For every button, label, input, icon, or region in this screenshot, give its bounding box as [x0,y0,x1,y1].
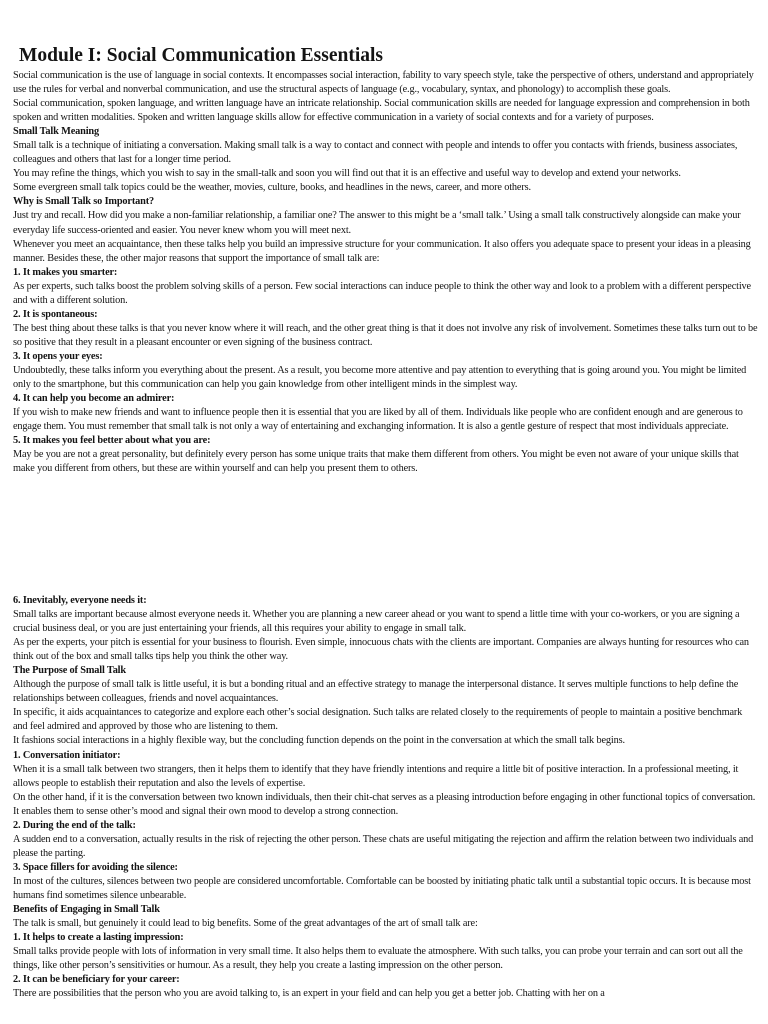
paragraph: In specific, it aids acquaintances to categorize and explore each other’s social designation. Such talks are related closely to the requirements of people to maintain a positive benchmark and feel admired and approved by those who are listening to them. [13,707,743,733]
paragraph: Undoubtedly, these talks inform you everything about the present. As a result, you become more attentive and pay attention to everything that is going around you. You might be limited only to the smartphone, but this communication can help you gain knowledge from other intelligent minds in the simplest way. [13,364,747,391]
section-heading: 3. Space fillers for avoiding the silence: [13,861,178,873]
section-heading: 2. It can be beneficiary for your career: [13,974,180,986]
section-heading: 6. Inevitably, everyone needs it: [13,595,147,606]
paragraph: As per the experts, your pitch is essential for your business to flourish. Even simple, innocuous chats with the clients are important. Companies are always hunting for resources who can think out of the box and small talks tips help you think the other way. [13,637,749,663]
paragraph: Just try and recall. How did you make a non-familiar relationship, a familiar one? The answer to this might be a ‘small talk.’ Using a small talk constructively alongside can make your everyday life success-oriented and easier. You never knew whom you will meet next. [13,210,741,236]
section-heading: 1. It helps to create a lasting impression: [13,932,184,944]
paragraph: Small talks provide people with lots of information in very small time. It also helps them to evaluate the atmosphere. With such talks, you can probe your terrain and can sort out all the things, like other person’s sensitivities or humour. As a result, they help you create a lasting impression on the other person. [13,946,743,972]
page-title: Module I: Social Communication Essentials [19,45,384,66]
content-part-1 [13,44,758,476]
section-heading: 2. During the end of the talk: [13,819,136,831]
section-heading: 1. It makes you smarter: [13,266,118,278]
paragraph: As per experts, such talks boost the problem solving skills of a person. Few social interactions can induce people to think the other way and look to a problem with a different perspective and with a different solution. [13,280,751,306]
paragraph: On the other hand, if it is the conversation between two known individuals, then their chit-chat serves as a pleasing introduction before engaging in other functional topics of conversation. It enables them to sense other’s mood and signal their own mood to develop a strong connection. [13,791,756,817]
paragraph: It fashions social interactions in a highly flexible way, but the concluding function depends on the point in the conversation at which the small talk begins. [13,735,625,747]
section-heading: 1. Conversation initiator: [13,749,121,761]
paragraph: You may refine the things, which you wish to say in the small-talk and soon you will find out that it is an effective and useful way to develop and extend your networks. [13,168,681,180]
paragraph: When it is a small talk between two strangers, then it helps them to identify that they have friendly intentions and require a little bit of positive interaction. In a professional meeting, it allows people to establish their reputation and also the levels of expertise. [13,763,739,789]
section-heading: 5. It makes you feel better about what you are: [13,435,211,447]
section-heading: 4. It can help you become an admirer: [13,393,175,405]
paragraph: Small talks are important because almost everyone needs it. Whether you are planning a new career ahead or you want to spend a little time with your co-workers, or you are signing a crucial business deal, or you are just entertaining your friends, all this requires your ability to engage in small talk. [13,609,740,635]
paragraph: In most of the cultures, silences between two people are considered uncomfortable. Comfortable can be boosted by initiating phatic talk until a substantial topic occurs. It is because most humans find sometimes silence unbearable. [13,875,751,901]
paragraph: Social communication is the use of language in social contexts. It encompasses social interaction, fability to vary speech style, take the perspective of others, understand and appropriately use the rules for verbal and nonverbal communication, and use the structural aspects of language (e.g., vocabulary, syntax, and phonology) to accomplish these goals. [13,70,754,96]
paragraph: There are possibilities that the person who you are avoid talking to, is an expert in your field and can help you get a better job. Chatting with her on a [13,988,605,1000]
paragraph: Some evergreen small talk topics could be the weather, movies, culture, books, and headlines in the news, career, and more others. [13,182,531,194]
section-heading: 2. It is spontaneous: [13,308,98,320]
paragraph: Whenever you meet an acquaintance, then these talks help you build an impressive structure for your communication. It also offers you adequate space to present your ideas in a pleasing manner. Besides these, the other major reasons that support the importance of small talk are: [13,238,751,264]
section-heading: Benefits of Engaging in Small Talk [13,904,160,916]
section-heading: The Purpose of Small Talk [13,665,126,677]
paragraph: Although the purpose of small talk is little useful, it is but a bonding ritual and an effective strategy to manage the interpersonal distance. It serves multiple functions to help define the relationships between colleagues, friends and novel acquaintances. [13,679,739,705]
paragraph: The talk is small, but genuinely it could lead to big benefits. Some of the great advantages of the art of small talk are: [13,918,478,930]
paragraph: Social communication, spoken language, and written language have an intricate relationship. Social communication skills are needed for language expression and comprehension in both spoken and written modalities. Spoken and written language skills allow for effective communication in a variety of social contexts and for a variety of purposes. [13,98,750,124]
paragraph: If you wish to make new friends and want to influence people then it is essential that you are liked by all of them. Individuals like people who are confident enough and are generous to engage them. You must remember that small talk is not only a way of entertaining and exchanging information. It is also a gentle gesture of respect that most individuals appreciate. [13,407,743,433]
section-heading: Small Talk Meaning [13,126,99,138]
section-heading: Why is Small Talk so Important? [13,196,154,208]
paragraph: May be you are not a great personality, but definitely every person has some unique traits that make them different from others. You might be even not aware of your unique skills that make you different from others, but these are within yourself and can help you present them to others. [13,449,739,475]
paragraph: A sudden end to a conversation, actually results in the risk of rejecting the other person. These chats are useful mitigating the rejection and affirm the relation between two individuals and please the parting. [13,833,754,859]
section-heading: 3. It opens your eyes: [13,350,103,362]
content-part-2 [13,594,758,1001]
paragraph: Small talk is a technique of initiating a conversation. Making small talk is a way to contact and connect with people and intends to offer you contacts with friends, business associates, colleagues and others that last for a longer time period. [13,140,738,166]
paragraph: The best thing about these talks is that you never know where it will reach, and the other great thing is that it does not involve any risk of involvement. Sometimes these talks turn out to be so positive that they result in a pleasant encounter or even signing of the business contract. [13,322,758,348]
